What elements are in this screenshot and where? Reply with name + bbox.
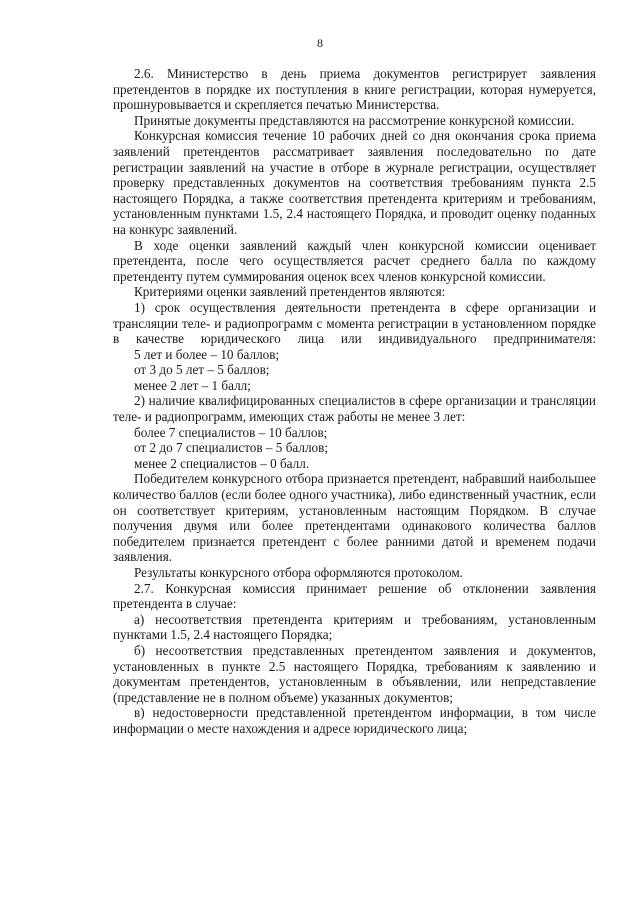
criterion-1: 1) срок осуществления деятельности претендента в сфере организации и трансляции теле- и радиопрограмм с момента регистрации в установленном порядке в качестве юридического лица или индивидуального предпринимателя:	[113, 299, 596, 347]
paragraph-winner: Победителем конкурсного отбора признается претендент, набравший наибольшее количество баллов (если более одного участника), либо единственный участник, если он соответствует критериям, установленным настоящим Порядком. В случае получения двумя или более претендентами одинакового количества баллов победителем признается претендент с более ранними датой и временем подачи заявления.	[113, 471, 596, 565]
paragraph-evaluation: В ходе оценки заявлений каждый член конкурсной комиссии оценивает претендента, после чего осуществляется расчет среднего балла по каждому претенденту путем суммирования оценок всех членов конкурсной комиссии.	[113, 237, 596, 284]
criterion-1-score-c: менее 2 лет – 1 балл;	[134, 377, 251, 393]
paragraph-results: Результаты конкурсного отбора оформляются протоколом.	[134, 565, 463, 580]
criterion-2: 2) наличие квалифицированных специалистов в сфере организации и трансляции теле- и радиопрограмм, имеющих стаж работы не менее 3 лет:	[113, 393, 596, 425]
paragraph-criteria-intro: Критериями оценки заявлений претендентов являются:	[134, 284, 446, 300]
criterion-1-score-a: 5 лет и более – 10 баллов;	[134, 346, 280, 362]
criterion-2-score-b: от 2 до 7 специалистов – 5 баллов;	[134, 440, 329, 456]
paragraph-2-7-rejection: 2.7. Конкурсная комиссия принимает решение об отклонении заявления претендента в случае:	[113, 580, 596, 612]
rejection-reason-a: а) несоответствия претендента критериям и требованиям, установленным пунктами 1.5, 2.4 настоящего Порядка;	[113, 611, 596, 643]
criterion-2-score-a: более 7 специалистов – 10 баллов;	[134, 424, 328, 440]
page-number: 8	[317, 36, 323, 50]
rejection-reason-b: б) несоответствия представленных претендентом заявления и документов, установленных в пункте 2.5 настоящего Порядка, требованиям к заявлению и документам претендентов, установленным в объявлении, или непредставление (представление не в полном объеме) указанных документов;	[113, 642, 596, 705]
criterion-1-score-b: от 3 до 5 лет – 5 баллов;	[134, 362, 270, 378]
paragraph-2-6-registration: 2.6. Министерство в день приема документов регистрирует заявления претендентов в порядке их поступления в книге регистрации, которая нумеруется, прошнуровывается и скрепляется печатью Министерства.	[113, 66, 596, 113]
criterion-2-score-c: менее 2 специалистов – 0 балл.	[134, 455, 310, 471]
body-text	[113, 66, 596, 737]
paragraph-documents-submitted: Принятые документы представляются на рассмотрение конкурсной комиссии.	[134, 112, 575, 128]
rejection-reason-c: в) недостоверности представленной претендентом информации, в том числе информации о месте нахождения и адресе юридического лица;	[113, 705, 596, 736]
paragraph-commission-review: Конкурсная комиссия течение 10 рабочих дней со дня окончания срока приема заявлений претендентов рассматривает заявления последовательно по дате регистрации заявлений на участие в отборе в журнале регистрации, осуществляет проверку представленных документов на соответствия требованиям пункта 2.5 настоящего Порядка, а также соответствия претендента критериям и требованиям, установленным пунктами 1.5, 2.4 настоящего Порядка, и проводит оценку поданных на конкурс заявлений.	[113, 128, 596, 237]
